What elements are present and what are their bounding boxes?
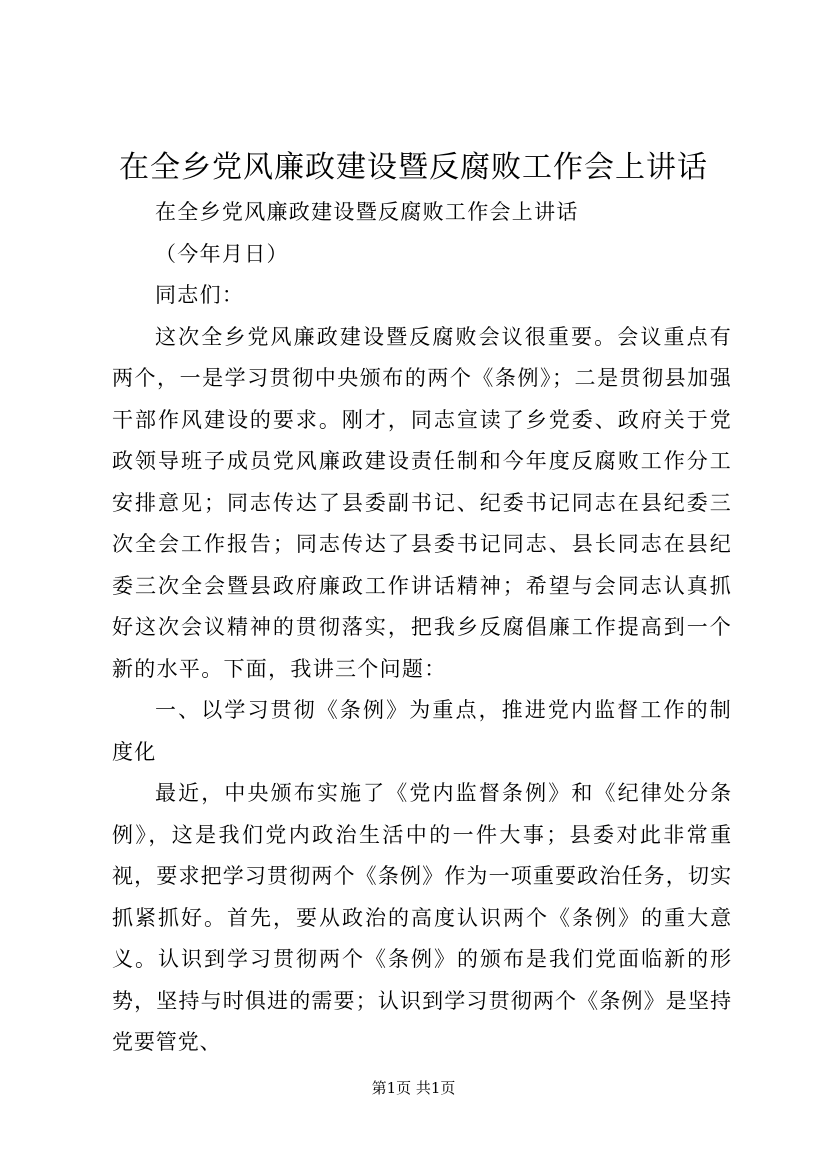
document-body <box>112 192 732 1064</box>
salutation-paragraph: 同志们： <box>155 283 245 307</box>
section-heading-paragraph: 一、以学习贯彻《条例》为重点，推进党内监督工作的制度化 <box>112 698 732 764</box>
document-title: 在全乡党风廉政建设暨反腐败工作会上讲话 <box>119 150 708 185</box>
intro-paragraph: 这次全乡党风廉政建设暨反腐败会议很重要。会议重点有两个，一是学习贯彻中央颁布的两个《条例》；二是贯彻县加强干部作风建设的要求。刚才，同志宣读了乡党委、政府关于党政领导班子成员党风廉政建设责任制和今年度反腐败工作分工安排意见；同志传达了县委副书记、纪委书记同志在县纪委三次全会工作报告；同志传达了县委书记同志、县长同志在县纪委三次全会暨县政府廉政工作讲话精神；希望与会同志认真抓好这次会议精神的贯彻落实，把我乡反腐倡廉工作提高到一个新的水平。下面，我讲三个问题： <box>112 324 732 681</box>
date-paragraph: （今年月日） <box>155 241 289 266</box>
page-footer: 第1页 共1页 <box>371 1079 456 1097</box>
subtitle-paragraph: 在全乡党风廉政建设暨反腐败工作会上讲话 <box>155 200 579 224</box>
body-paragraph: 最近，中央颁布实施了《党内监督条例》和《纪律处分条例》，这是我们党内政治生活中的一件大事；县委对此非常重视，要求把学习贯彻两个《条例》作为一项重要政治任务，切实抓紧抓好。首先，要从政治的高度认识两个《条例》的重大意义。认识到学习贯彻两个《条例》的颁布是我们党面临新的形势，坚持与时俱进的需要；认识到学习贯彻两个《条例》是坚持党要管党、 <box>112 781 732 1054</box>
